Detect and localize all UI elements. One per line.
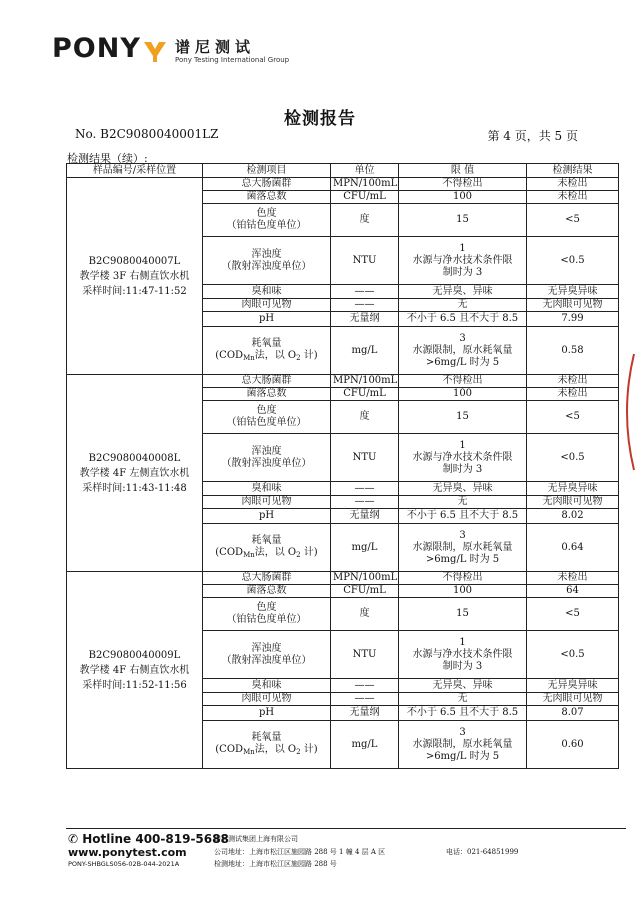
result-cell: 8.02: [527, 509, 619, 524]
item-cell: [203, 312, 331, 327]
lab-address: 检测地址：上海市松江区施园路 288 号: [214, 860, 337, 868]
limit-cell: [399, 299, 527, 312]
item-cell: [203, 237, 331, 285]
item-note: （铂钴色度单位）: [226, 417, 307, 428]
result-cell: <5: [527, 598, 619, 631]
limit-cell: [399, 693, 527, 706]
result-cell: 无肉眼可见物: [527, 496, 619, 509]
results-body: [67, 178, 619, 769]
item-name: 耗氧量: [251, 731, 282, 743]
item-cell: [203, 509, 331, 524]
inspection-seal: [614, 352, 638, 472]
limit-line: 100: [452, 191, 473, 202]
limit-cell: [399, 191, 527, 204]
result-cell: 未检出: [527, 388, 619, 401]
company-logo: [52, 34, 302, 70]
method-cod-mid: 法，以 O: [254, 743, 297, 755]
item-name: 菌落总数: [246, 388, 287, 399]
limit-line: 无异臭、异味: [432, 679, 493, 691]
item-cell: [203, 679, 331, 693]
method-cod-pre: (COD: [215, 546, 244, 558]
limit-line: 水源与净水技术条件限: [412, 648, 513, 660]
page-info: 第 4 页，共 5 页: [487, 129, 578, 143]
table-row: [67, 572, 619, 585]
item-cell: [203, 191, 331, 204]
limit-cell: [399, 204, 527, 237]
limit-line: >6mg/L 时为 5: [425, 356, 500, 368]
item-name: 肉眼可见物: [241, 496, 292, 507]
item-cell: [203, 178, 331, 191]
result-cell: 0.60: [527, 721, 619, 769]
unit-cell: 度: [331, 204, 399, 237]
result-cell: 0.64: [527, 524, 619, 572]
sample-cell: [67, 572, 203, 769]
header-sample: 样品编号/采样位置: [67, 164, 203, 178]
item-cell: [203, 598, 331, 631]
report-number: No. B2C9080040001LZ: [75, 127, 219, 141]
sample-location: 教学楼 3F 右侧直饮水机: [79, 270, 190, 282]
unit-cell: ——: [331, 482, 399, 496]
method-cod-sub: Mn: [243, 550, 255, 559]
limit-line: 100: [452, 388, 473, 399]
limit-line: 不得检出: [442, 375, 483, 386]
limit-cell: [399, 509, 527, 524]
item-name: 总大肠菌群: [241, 178, 292, 189]
limit-line: 制时为 3: [442, 463, 483, 475]
item-cell: [203, 496, 331, 509]
limit-line: 3: [459, 332, 466, 344]
item-name: 肉眼可见物: [241, 299, 292, 310]
limit-cell: [399, 375, 527, 388]
item-cell: [203, 285, 331, 299]
unit-cell: CFU/mL: [331, 585, 399, 598]
unit-cell: 度: [331, 401, 399, 434]
result-cell: 0.58: [527, 327, 619, 375]
limit-cell: [399, 721, 527, 769]
limit-cell: [399, 327, 527, 375]
limit-line: 1: [459, 439, 466, 451]
sample-sample-id: B2C9080040009L: [88, 649, 181, 661]
table-row: [67, 178, 619, 191]
unit-cell: ——: [331, 693, 399, 706]
item-cell: [203, 631, 331, 679]
limit-line: 无: [457, 496, 468, 507]
unit-cell: NTU: [331, 434, 399, 482]
result-cell: 未检出: [527, 572, 619, 585]
item-cell: [203, 482, 331, 496]
method-o-sub: 2: [296, 353, 301, 362]
limit-line: 不得检出: [442, 178, 483, 189]
result-cell: 未检出: [527, 178, 619, 191]
method-cod-mid: 法，以 O: [254, 349, 297, 361]
result-cell: <0.5: [527, 631, 619, 679]
limit-line: 1: [459, 242, 466, 254]
logo-wordmark: PONY: [52, 33, 141, 64]
item-name: 总大肠菌群: [241, 572, 292, 583]
item-name: 臭和味: [251, 482, 282, 494]
result-cell: 无肉眼可见物: [527, 299, 619, 312]
sample-location: 教学楼 4F 右侧直饮水机: [79, 664, 190, 676]
page-footer: [66, 828, 626, 869]
logo-english-name: Pony Testing International Group: [175, 56, 290, 64]
item-cell: [203, 721, 331, 769]
item-method: [205, 350, 328, 364]
item-name: 肉眼可见物: [241, 693, 292, 704]
limit-line: 制时为 3: [442, 660, 483, 672]
result-cell: 8.07: [527, 706, 619, 721]
limit-cell: [399, 178, 527, 191]
website: www.ponytest.com: [68, 846, 187, 859]
result-cell: 7.99: [527, 312, 619, 327]
item-cell: [203, 204, 331, 237]
unit-cell: 无量纲: [331, 509, 399, 524]
unit-cell: CFU/mL: [331, 388, 399, 401]
limit-cell: [399, 496, 527, 509]
limit-cell: [399, 388, 527, 401]
limit-line: 无: [457, 299, 468, 310]
unit-cell: NTU: [331, 237, 399, 285]
phone-number: 电话：021-64851999: [446, 848, 519, 856]
limit-line: 不小于 6.5 且不大于 8.5: [406, 510, 519, 521]
sample-cell: [67, 178, 203, 375]
unit-cell: ——: [331, 299, 399, 312]
logo-chevron-icon: [142, 38, 168, 62]
limit-line: 无: [457, 693, 468, 704]
method-o-sub: 2: [296, 747, 301, 756]
unit-cell: MPN/100mL: [331, 178, 399, 191]
item-cell: [203, 434, 331, 482]
limit-cell: [399, 524, 527, 572]
result-cell: 未检出: [527, 191, 619, 204]
header-unit: 单位: [331, 164, 399, 178]
item-name: 浑浊度: [251, 642, 282, 654]
unit-cell: mg/L: [331, 524, 399, 572]
header-result: 检测结果: [527, 164, 619, 178]
unit-cell: ——: [331, 496, 399, 509]
result-cell: 未检出: [527, 375, 619, 388]
result-cell: <5: [527, 204, 619, 237]
method-cod-post: 计): [300, 546, 318, 558]
item-cell: [203, 388, 331, 401]
hotline-text: Hotline 400-819-5688: [82, 832, 229, 846]
sample-time: 采样时间:11:43-11:48: [82, 482, 187, 494]
method-cod-mid: 法，以 O: [254, 546, 297, 558]
limit-line: 3: [459, 726, 466, 738]
item-note: （铂钴色度单位）: [226, 614, 307, 625]
limit-cell: [399, 585, 527, 598]
limit-line: 无异臭、异味: [432, 285, 493, 297]
result-cell: 无异臭异味: [527, 679, 619, 693]
limit-line: 15: [456, 608, 469, 619]
limit-cell: [399, 285, 527, 299]
report-title: 检测报告: [284, 109, 356, 129]
company-name: 谱尼测试集团上海有限公司: [214, 835, 298, 843]
sample-time: 采样时间:11:47-11:52: [82, 285, 187, 297]
table-row: [67, 375, 619, 388]
limit-cell: [399, 237, 527, 285]
item-note: （铂钴色度单位）: [226, 220, 307, 231]
item-name: 臭和味: [251, 285, 282, 297]
result-cell: 64: [527, 585, 619, 598]
unit-cell: mg/L: [331, 721, 399, 769]
item-note: （散射浑浊度单位）: [221, 457, 312, 469]
limit-cell: [399, 401, 527, 434]
limit-cell: [399, 679, 527, 693]
sample-sample-id: B2C9080040008L: [88, 452, 181, 464]
item-name: pH: [258, 510, 275, 521]
unit-cell: MPN/100mL: [331, 572, 399, 585]
item-name: 色度: [256, 405, 277, 416]
item-name: 色度: [256, 208, 277, 219]
method-cod-sub: Mn: [243, 353, 255, 362]
sample-sample-id: B2C9080040007L: [88, 255, 181, 267]
item-method: [205, 547, 328, 561]
limit-line: 水源限制，原水耗氧量: [412, 344, 513, 356]
item-cell: [203, 375, 331, 388]
result-cell: <5: [527, 401, 619, 434]
limit-cell: [399, 434, 527, 482]
item-cell: [203, 327, 331, 375]
result-cell: <0.5: [527, 434, 619, 482]
sample-cell: [67, 375, 203, 572]
results-continued-label: 检测结果（续）:: [67, 152, 148, 165]
limit-line: 水源限制，原水耗氧量: [412, 541, 513, 553]
result-cell: 无异臭异味: [527, 482, 619, 496]
item-cell: [203, 585, 331, 598]
unit-cell: mg/L: [331, 327, 399, 375]
unit-cell: ——: [331, 285, 399, 299]
company-address: 公司地址：上海市松江区施园路 288 号 1 幢 4 层 A 区: [214, 848, 386, 856]
limit-line: 水源与净水技术条件限: [412, 451, 513, 463]
item-cell: [203, 572, 331, 585]
form-code: PONY-SHBGLS056-02B-044-2021A: [68, 860, 180, 868]
limit-line: 不小于 6.5 且不大于 8.5: [406, 707, 519, 718]
method-cod-post: 计): [300, 349, 318, 361]
method-o-sub: 2: [296, 550, 301, 559]
unit-cell: MPN/100mL: [331, 375, 399, 388]
item-name: pH: [258, 707, 275, 718]
limit-cell: [399, 706, 527, 721]
method-cod-pre: (COD: [215, 349, 244, 361]
item-name: 耗氧量: [251, 534, 282, 546]
unit-cell: NTU: [331, 631, 399, 679]
limit-line: >6mg/L 时为 5: [425, 553, 500, 565]
item-method: [205, 744, 328, 758]
limit-line: 水源限制，原水耗氧量: [412, 738, 513, 750]
limit-line: 不得检出: [442, 572, 483, 583]
unit-cell: ——: [331, 679, 399, 693]
limit-line: 制时为 3: [442, 266, 483, 278]
item-cell: [203, 706, 331, 721]
results-table: [66, 163, 619, 769]
header-item: 检测项目: [203, 164, 331, 178]
item-note: （散射浑浊度单位）: [221, 654, 312, 666]
limit-cell: [399, 572, 527, 585]
limit-line: 不小于 6.5 且不大于 8.5: [406, 313, 519, 324]
method-cod-pre: (COD: [215, 743, 244, 755]
item-cell: [203, 524, 331, 572]
item-name: 耗氧量: [251, 337, 282, 349]
item-name: 菌落总数: [246, 585, 287, 596]
item-name: pH: [258, 313, 275, 324]
limit-line: >6mg/L 时为 5: [425, 750, 500, 762]
sample-location: 教学楼 4F 左侧直饮水机: [79, 467, 190, 479]
item-name: 色度: [256, 602, 277, 613]
item-note: （散射浑浊度单位）: [221, 260, 312, 272]
item-name: 浑浊度: [251, 248, 282, 260]
sample-time: 采样时间:11:52-11:56: [82, 679, 187, 691]
limit-line: 15: [456, 214, 469, 225]
item-cell: [203, 401, 331, 434]
logo-chinese-name: 谱尼测试: [175, 38, 256, 56]
item-cell: [203, 693, 331, 706]
result-cell: <0.5: [527, 237, 619, 285]
unit-cell: CFU/mL: [331, 191, 399, 204]
limit-line: 3: [459, 529, 466, 541]
limit-cell: [399, 312, 527, 327]
table-header-row: [67, 164, 619, 178]
method-cod-post: 计): [300, 743, 318, 755]
hotline: [68, 832, 229, 846]
phone-icon: ✆: [68, 832, 79, 846]
unit-cell: 无量纲: [331, 312, 399, 327]
limit-line: 1: [459, 636, 466, 648]
unit-cell: 无量纲: [331, 706, 399, 721]
result-cell: 无肉眼可见物: [527, 693, 619, 706]
limit-cell: [399, 482, 527, 496]
limit-cell: [399, 631, 527, 679]
limit-cell: [399, 598, 527, 631]
item-cell: [203, 299, 331, 312]
limit-line: 15: [456, 411, 469, 422]
item-name: 菌落总数: [246, 191, 287, 202]
unit-cell: 度: [331, 598, 399, 631]
header-limit: 限 值: [399, 164, 527, 178]
item-name: 总大肠菌群: [241, 375, 292, 386]
item-name: 臭和味: [251, 679, 282, 691]
item-name: 浑浊度: [251, 445, 282, 457]
result-cell: 无异臭异味: [527, 285, 619, 299]
limit-line: 100: [452, 585, 473, 596]
limit-line: 水源与净水技术条件限: [412, 254, 513, 266]
limit-line: 无异臭、异味: [432, 482, 493, 494]
method-cod-sub: Mn: [243, 747, 255, 756]
